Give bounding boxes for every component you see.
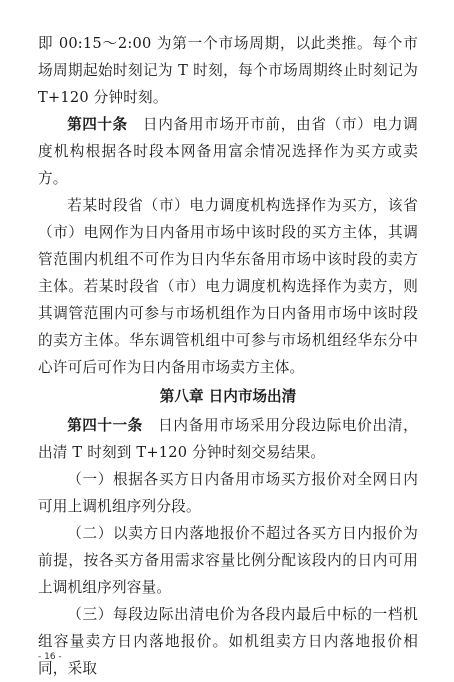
item-3: （三）每段边际出清电价为各段内最后中标的一档机组容量卖方日内落地报价。如机组卖方日内落地报价相同，采取 [38, 606, 418, 677]
article-40 [38, 111, 418, 192]
page-number: - 16 - [38, 652, 62, 662]
paragraph-market-period: 即 00:15～2:00 为第一个市场周期，以此类推。每个市场周期起始时刻记为 T 时刻，每个市场周期终止时刻记为 T+120 分钟时刻。 [38, 35, 418, 106]
article-40-label: 第四十条 [67, 116, 128, 133]
paragraph-buyer-seller: 若某时段省（市）电力调度机构选择作为买方，该省（市）电网作为日内备用市场中该时段的买方主体，其调管范围内机组不可作为日内华东备用市场中该时段的卖方主体。若某时段省（市）电力调度机构选择作为卖方，则其调管范围内可参与市场机组作为日内备用市场中该时段的卖方主体。华东调管机组中可参与市场机组经华东分中心许可后可作为日内备用市场卖方主体。 [38, 197, 418, 376]
item-1: （一）根据各买方日内备用市场买方报价对全网日内可用上调机组序列分段。 [38, 471, 418, 515]
article-41-text: 日内备用市场采用分段边际电价出清，出清 T 时刻到 T+120 分钟时刻交易结果。 [38, 417, 418, 461]
document-page [38, 30, 418, 682]
chapter-8-heading: 第八章 日内市场出清 [159, 388, 297, 405]
article-40-text: 日内备用市场开市前，由省（市）电力调度机构根据各时段本网备用富余情况选择作为买方或卖方。 [38, 116, 418, 187]
article-41-label: 第四十一条 [67, 417, 143, 434]
article-41 [38, 412, 418, 466]
item-2: （二）以卖方日内落地报价不超过各买方日内报价为前提，按各买方备用需求容量比例分配该段内的日内可用上调机组序列容量。 [38, 525, 418, 596]
